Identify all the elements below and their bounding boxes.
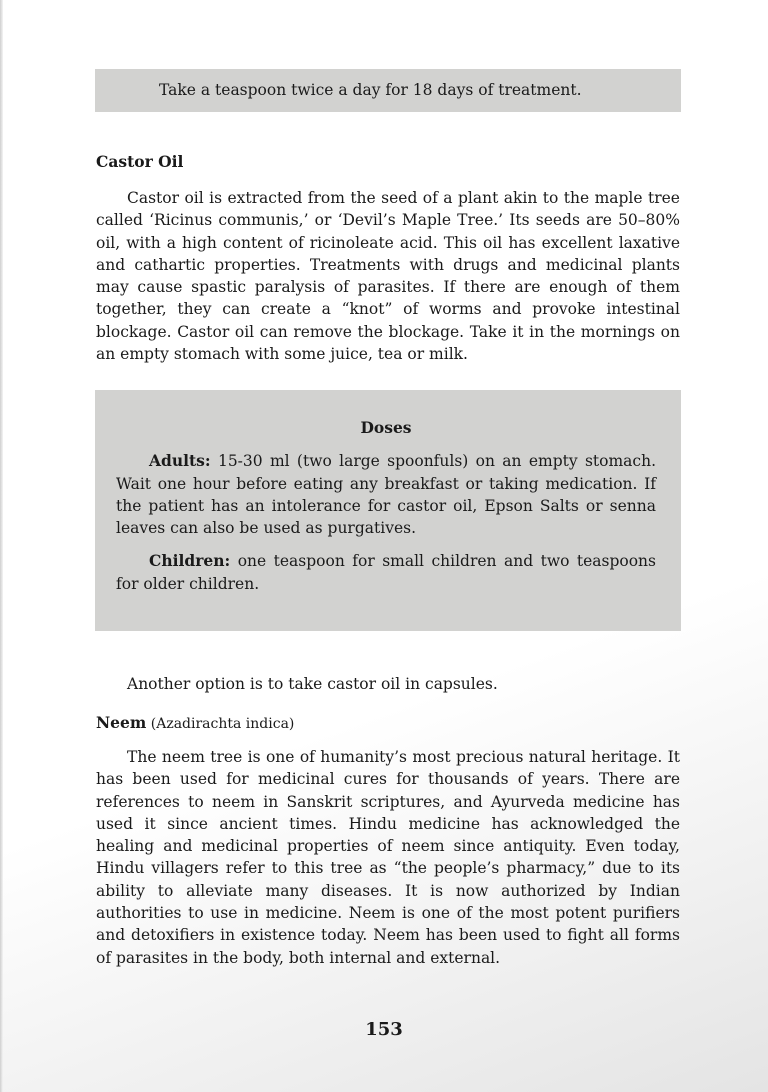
children-dose-text: one teaspoon for small children and two teaspoons for older children. [116,552,656,593]
neem-heading-latin: (Azadirachta indica) [146,716,295,732]
treatment-note-box [95,69,681,112]
capsules-paragraph: Another option is to take castor oil in capsules. [127,675,498,693]
children-dose-paragraph [116,550,656,595]
adults-dose-paragraph [116,450,656,539]
doses-title: Doses [360,418,412,437]
page-number: 153 [365,1019,403,1040]
neem-paragraph: The neem tree is one of humanity’s most precious natural heritage. It has been used for medicinal cures for thousands of years. There are references to neem in Sanskrit scriptures, and Ayurveda medicine has used it since ancient times. Hindu medicine has acknowledged the healing and medicinal properties of neem since antiquity. Even today, Hindu villagers refer to this tree as “the people’s pharmacy,” due to its ability to alleviate many diseases. It is now authorized by Indian authorities to use in medicine. Neem is one of the most potent purifiers and detoxifiers in existence today. Neem has been used to fight all forms of parasites in the body, both internal and external. [96,748,680,967]
adults-dose-text: 15-30 ml (two large spoonfuls) on an empty stomach. Wait one hour before eating any breakfast or taking medication. If the patient has an intolerance for castor oil, Epson Salts or senna leaves can also be used as purgatives. [116,452,656,538]
castor-oil-heading: Castor Oil [96,152,184,171]
page-edge [0,0,3,1092]
neem-heading-title: Neem [96,713,147,732]
children-label: Children: [149,551,231,571]
neem-heading [96,713,294,732]
treatment-note-text: Take a teaspoon twice a day for 18 days of treatment. [159,81,582,99]
castor-oil-paragraph: Castor oil is extracted from the seed of a plant akin to the maple tree called ‘Ricinus communis,’ or ‘Devil’s Maple Tree.’ Its seeds are 50–80% oil, with a high content of ricinoleate acid. This oil has excellent laxative and cathartic properties. Treatments with drugs and medicinal plants may cause spastic paralysis of parasites. If there are enough of them together, they can create a “knot” of worms and provoke intestinal blockage. Castor oil can remove the blockage. Take it in the mornings on an empty stomach with some juice, tea or milk. [96,189,680,364]
doses-box [95,390,681,631]
adults-label: Adults: [149,451,211,471]
